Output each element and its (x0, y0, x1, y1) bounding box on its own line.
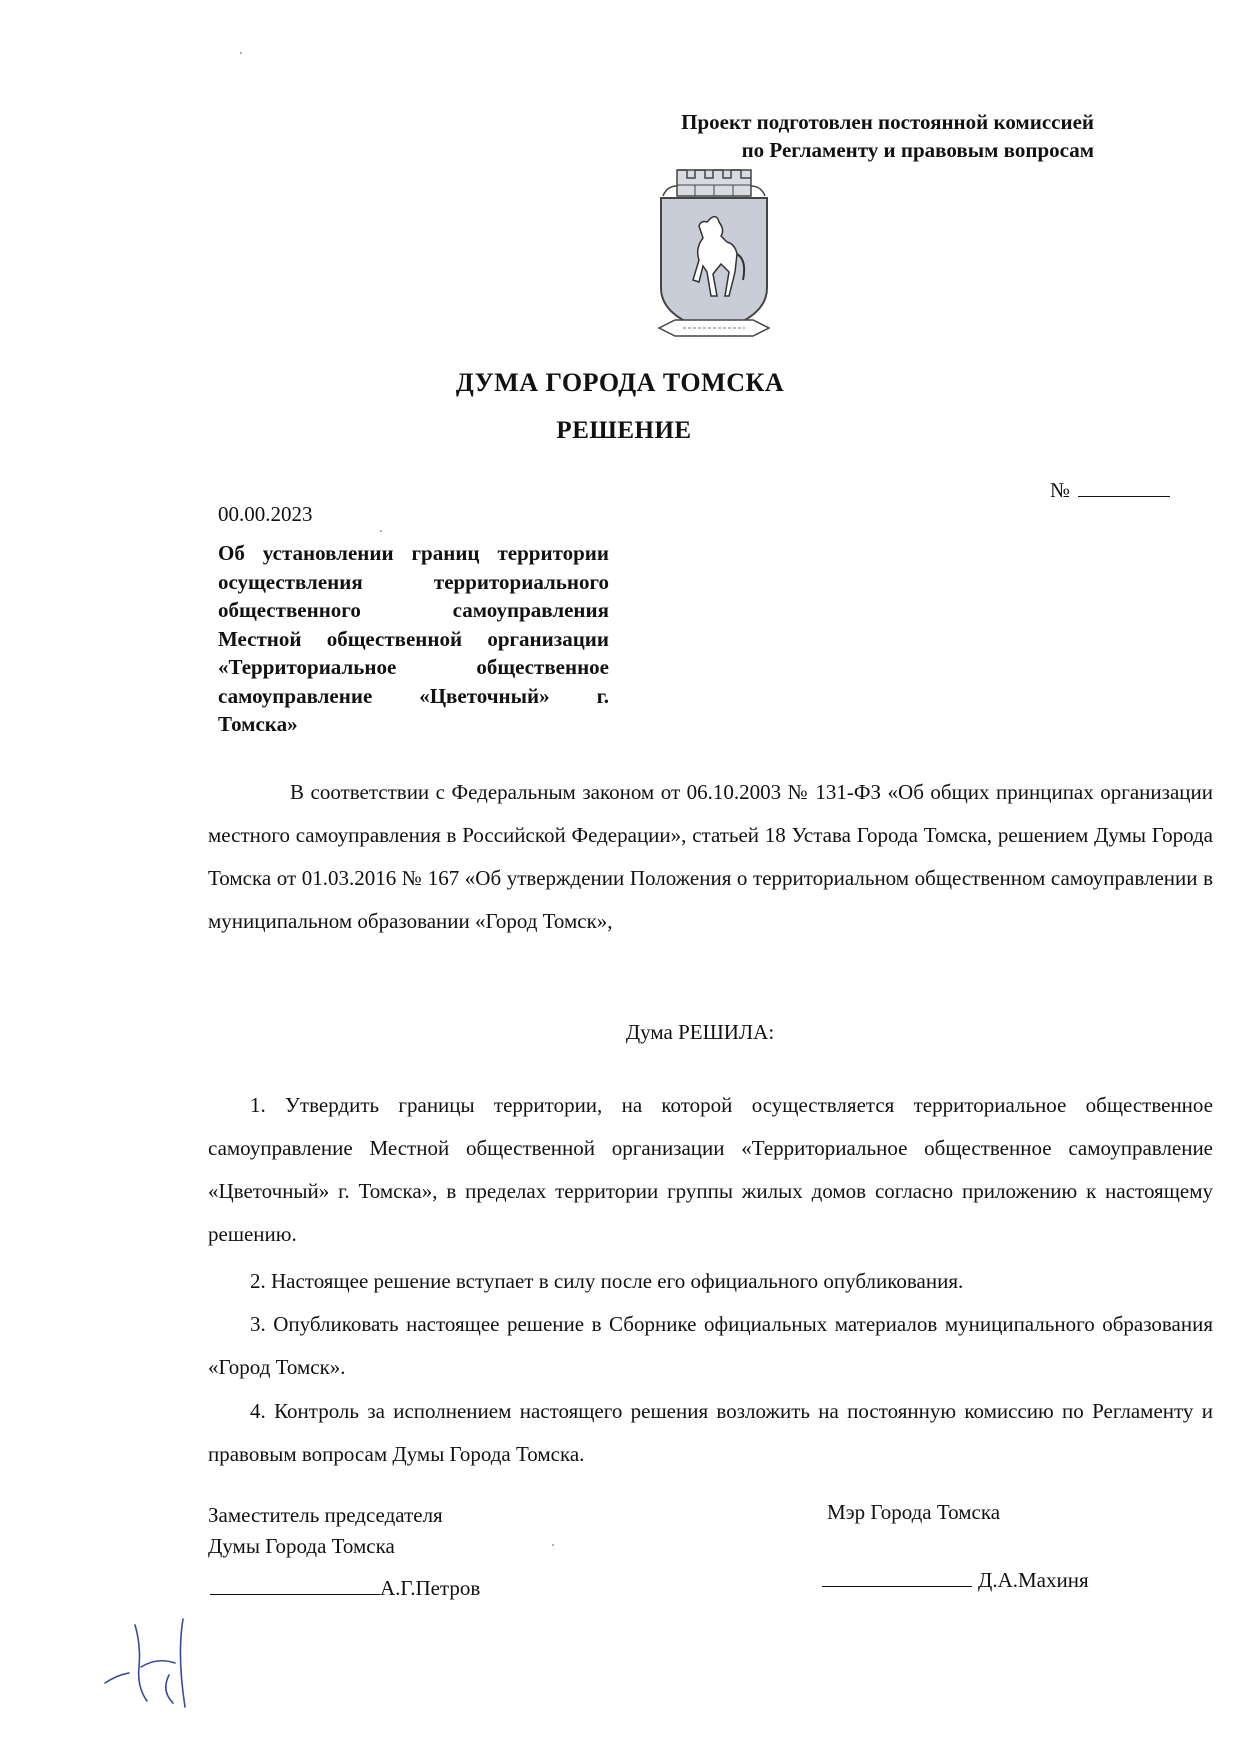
item-4: 4. Контроль за исполнением настоящего решения возложить на постоянную комиссию по Регламенту и правовым вопросам Думы Города Томска. (208, 1399, 1213, 1466)
signature-block-left (208, 1500, 443, 1562)
number-label: № (1050, 478, 1071, 502)
preamble-paragraph: В соответствии с Федеральным законом от 06.10.2003 № 131-ФЗ «Об общих принципах организации местного самоуправления в Российской Федерации», статьей 18 Устава Города Томска, решением Думы Города Томска от 01.03.2016 № 167 «Об утверждении Положения о территориальном общественном самоуправлении в муниципальном образовании «Город Томск», (208, 780, 1213, 933)
prepared-line-2: по Регламенту и правовым вопросам (741, 138, 1094, 162)
item-1: 1. Утвердить границы территории, на которой осуществляется территориальное общественное самоуправление Местной общественной организации «Территориальное общественное самоуправление «Цветочный» г. Томска», в пределах территории группы жилых домов согласно приложению к настоящему решению. (208, 1093, 1213, 1246)
scan-speck (380, 530, 382, 532)
right-signer-name: Д.А.Махиня (978, 1568, 1089, 1592)
left-title-line-1: Заместитель председателя (208, 1503, 443, 1527)
signature-line-left (210, 1572, 480, 1604)
document-title: ДУМА ГОРОДА ТОМСКА (455, 368, 785, 397)
number-blank-line (1078, 478, 1170, 497)
decision-subject: Об установлении границ территории осуществления территориального общественного самоуправления Местной общественной организации «Территориальное общественное самоуправление «Цветочный» г. Томска» (218, 541, 609, 736)
document-type: РЕШЕНИЕ (556, 417, 692, 444)
decision-number (1050, 478, 1180, 503)
signature-block-right (827, 1497, 1000, 1528)
coat-of-arms-emblem (655, 168, 773, 344)
signature-line-right (822, 1564, 1089, 1596)
scan-speck (552, 1544, 554, 1546)
left-signer-name: А.Г.Петров (380, 1576, 481, 1600)
left-title-line-2: Думы Города Томска (208, 1534, 395, 1558)
decision-intro: Дума РЕШИЛА: (625, 1020, 775, 1044)
prepared-by-note (681, 108, 1094, 164)
right-signature-blank (822, 1564, 972, 1587)
item-2: 2. Настоящее решение вступает в силу после его официального опубликования. (250, 1269, 964, 1293)
decision-date: 00.00.2023 (218, 502, 313, 526)
scan-speck (240, 52, 242, 54)
right-title: Мэр Города Томска (827, 1500, 1001, 1524)
handwritten-mark (95, 1605, 245, 1715)
left-signature-blank (210, 1572, 380, 1595)
prepared-line-1: Проект подготовлен постоянной комиссией (681, 110, 1094, 134)
item-3: 3. Опубликовать настоящее решение в Сборнике официальных материалов муниципального образования «Город Томск». (208, 1312, 1213, 1379)
